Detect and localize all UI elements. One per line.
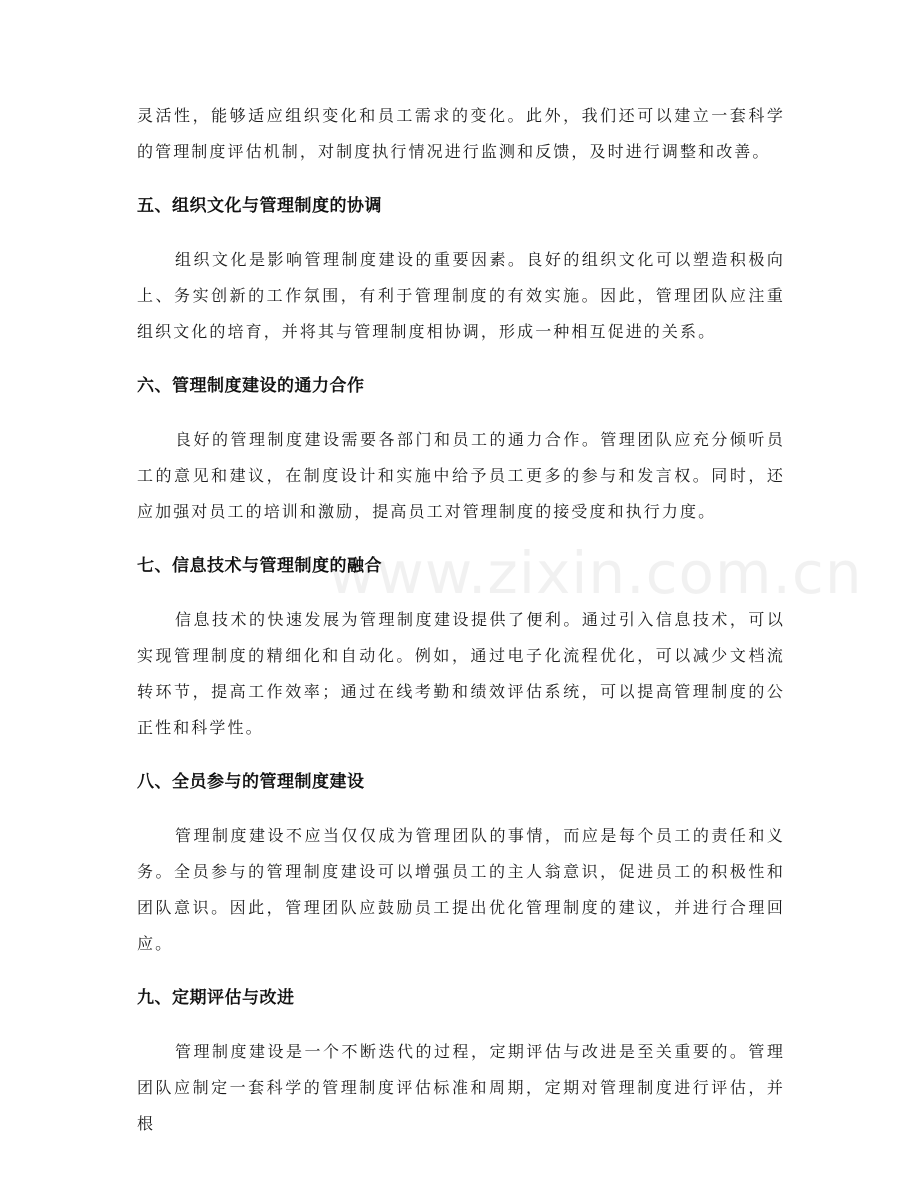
section-heading-8: 八、全员参与的管理制度建设: [137, 772, 365, 792]
section-heading-9: 九、定期评估与改进: [137, 988, 295, 1008]
section-heading-7: 七、信息技术与管理制度的融合: [137, 556, 382, 576]
intro-paragraph: 灵活性，能够适应组织变化和员工需求的变化。此外，我们还可以建立一套科学的管理制度评估机制，对制度执行情况进行监测和反馈，及时进行调整和改善。: [137, 106, 785, 161]
section-heading-6: 六、管理制度建设的通力合作: [137, 376, 365, 396]
section-body-6: 良好的管理制度建设需要各部门和员工的通力合作。管理团队应充分倾听员工的意见和建议，在制度设计和实施中给予员工更多的参与和发言权。同时，还应加强对员工的培训和激励，提高员工对管理制度的接受度和执行力度。: [137, 430, 785, 521]
section-body-9: 管理制度建设是一个不断迭代的过程，定期评估与改进是至关重要的。管理团队应制定一套科学的管理制度评估标准和周期，定期对管理制度进行评估，并根: [137, 1042, 785, 1133]
section-heading-5: 五、组织文化与管理制度的协调: [137, 196, 382, 216]
section-body-7: 信息技术的快速发展为管理制度建设提供了便利。通过引入信息技术，可以实现管理制度的精细化和自动化。例如，通过电子化流程优化，可以减少文档流转环节，提高工作效率；通过在线考勤和绩效评估系统，可以提高管理制度的公正性和科学性。: [137, 610, 785, 737]
watermark-text: www.zixin.com.cn: [328, 539, 863, 607]
section-body-8: 管理制度建设不应当仅仅成为管理团队的事情，而应是每个员工的责任和义务。全员参与的管理制度建设可以增强员工的主人翁意识，促进员工的积极性和团队意识。因此，管理团队应鼓励员工提出优化管理制度的建议，并进行合理回应。: [137, 826, 785, 953]
document-body: [137, 98, 863, 1142]
section-body-5: 组织文化是影响管理制度建设的重要因素。良好的组织文化可以塑造积极向上、务实创新的工作氛围，有利于管理制度的有效实施。因此，管理团队应注重组织文化的培育，并将其与管理制度相协调，形成一种相互促进的关系。: [137, 250, 785, 341]
